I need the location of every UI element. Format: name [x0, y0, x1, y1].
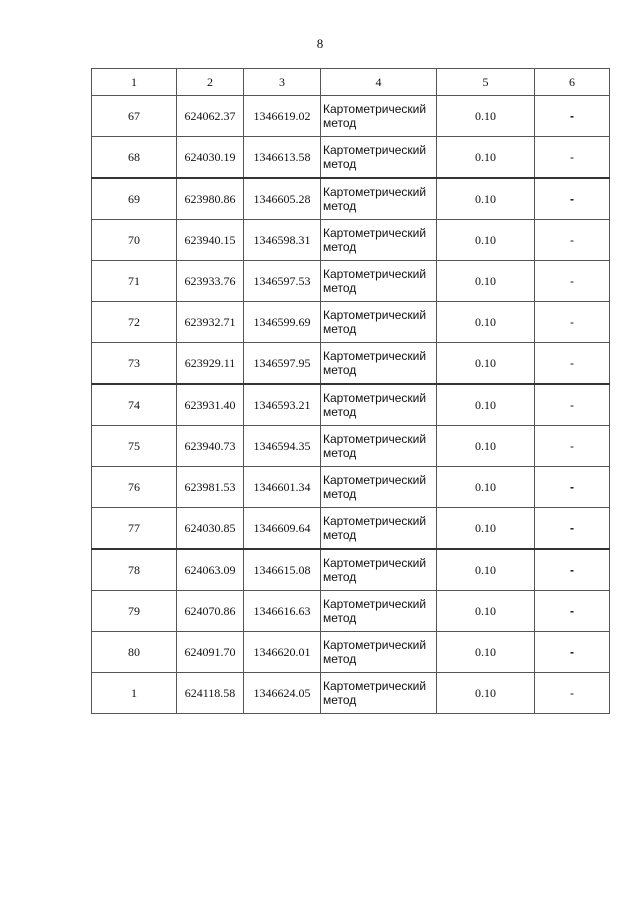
method-cell	[321, 178, 437, 220]
accuracy-cell: 0.10	[437, 426, 535, 467]
table-row	[92, 137, 610, 179]
method-line-1: Картометрический	[323, 267, 427, 281]
method-line-1: Картометрический	[323, 473, 427, 487]
x-coordinate-cell: 624070.86	[177, 591, 244, 632]
table-row	[92, 467, 610, 508]
method-cell	[321, 302, 437, 343]
method-line-2: метод	[323, 487, 357, 501]
accuracy-cell: 0.10	[437, 673, 535, 714]
table-row	[92, 220, 610, 261]
column-6-cell	[535, 261, 610, 302]
point-number-cell: 76	[92, 467, 177, 508]
column-6-cell	[535, 384, 610, 426]
x-coordinate-cell: 624030.19	[177, 137, 244, 179]
point-number-cell: 78	[92, 549, 177, 591]
method-cell	[321, 261, 437, 302]
column-6-cell	[535, 302, 610, 343]
y-coordinate-cell: 1346609.64	[244, 508, 321, 550]
y-coordinate-cell: 1346593.21	[244, 384, 321, 426]
column-6-cell	[535, 673, 610, 714]
x-coordinate-cell: 624030.85	[177, 508, 244, 550]
column-6-cell	[535, 632, 610, 673]
accuracy-cell: 0.10	[437, 508, 535, 550]
x-coordinate-cell: 623980.86	[177, 178, 244, 220]
y-coordinate-cell: 1346620.01	[244, 632, 321, 673]
accuracy-cell: 0.10	[437, 343, 535, 385]
x-coordinate-cell: 624118.58	[177, 673, 244, 714]
method-line-2: метод	[323, 199, 357, 213]
point-number-cell: 68	[92, 137, 177, 179]
y-coordinate-cell: 1346594.35	[244, 426, 321, 467]
column-6-cell	[535, 426, 610, 467]
header-col-2: 2	[177, 69, 244, 96]
dash-value: -	[570, 685, 574, 700]
x-coordinate-cell: 624062.37	[177, 96, 244, 137]
column-6-cell	[535, 467, 610, 508]
method-cell	[321, 549, 437, 591]
method-cell	[321, 632, 437, 673]
point-number-cell: 77	[92, 508, 177, 550]
method-line-1: Картометрический	[323, 143, 427, 157]
method-line-1: Картометрический	[323, 597, 427, 611]
dash-value: -	[570, 108, 574, 123]
point-number-cell: 70	[92, 220, 177, 261]
method-line-2: метод	[323, 570, 357, 584]
table-row	[92, 508, 610, 550]
dash-value: -	[570, 603, 574, 618]
point-number-cell: 79	[92, 591, 177, 632]
header-col-4: 4	[321, 69, 437, 96]
y-coordinate-cell: 1346624.05	[244, 673, 321, 714]
column-6-cell	[535, 96, 610, 137]
method-cell	[321, 384, 437, 426]
table-row	[92, 261, 610, 302]
method-cell	[321, 137, 437, 179]
header-col-5: 5	[437, 69, 535, 96]
table-row	[92, 302, 610, 343]
method-line-1: Картометрический	[323, 514, 427, 528]
dash-value: -	[570, 479, 574, 494]
dash-value: -	[570, 314, 574, 329]
y-coordinate-cell: 1346619.02	[244, 96, 321, 137]
x-coordinate-cell: 623933.76	[177, 261, 244, 302]
y-coordinate-cell: 1346601.34	[244, 467, 321, 508]
method-line-2: метод	[323, 322, 357, 336]
point-number-cell: 73	[92, 343, 177, 385]
x-coordinate-cell: 624091.70	[177, 632, 244, 673]
point-number-cell: 72	[92, 302, 177, 343]
method-line-2: метод	[323, 528, 357, 542]
method-line-1: Картометрический	[323, 432, 427, 446]
point-number-cell: 71	[92, 261, 177, 302]
table-row	[92, 178, 610, 220]
header-row	[92, 69, 610, 96]
dash-value: -	[570, 520, 574, 535]
header-col-6: 6	[535, 69, 610, 96]
method-line-1: Картометрический	[323, 349, 427, 363]
coordinates-table	[91, 68, 610, 714]
y-coordinate-cell: 1346597.95	[244, 343, 321, 385]
dash-value: -	[570, 397, 574, 412]
dash-value: -	[570, 355, 574, 370]
point-number-cell: 69	[92, 178, 177, 220]
method-cell	[321, 591, 437, 632]
y-coordinate-cell: 1346605.28	[244, 178, 321, 220]
table-row	[92, 632, 610, 673]
method-line-2: метод	[323, 116, 357, 130]
x-coordinate-cell: 623932.71	[177, 302, 244, 343]
accuracy-cell: 0.10	[437, 261, 535, 302]
y-coordinate-cell: 1346598.31	[244, 220, 321, 261]
y-coordinate-cell: 1346613.58	[244, 137, 321, 179]
y-coordinate-cell: 1346599.69	[244, 302, 321, 343]
column-6-cell	[535, 549, 610, 591]
header-col-3: 3	[244, 69, 321, 96]
table-row	[92, 343, 610, 385]
method-line-2: метод	[323, 240, 357, 254]
table-body	[92, 96, 610, 714]
table-row	[92, 384, 610, 426]
point-number-cell: 67	[92, 96, 177, 137]
dash-value: -	[570, 644, 574, 659]
header-col-1: 1	[92, 69, 177, 96]
accuracy-cell: 0.10	[437, 384, 535, 426]
table-row	[92, 96, 610, 137]
dash-value: -	[570, 191, 574, 206]
y-coordinate-cell: 1346597.53	[244, 261, 321, 302]
column-6-cell	[535, 343, 610, 385]
accuracy-cell: 0.10	[437, 549, 535, 591]
dash-value: -	[570, 149, 574, 164]
x-coordinate-cell: 623929.11	[177, 343, 244, 385]
table-row	[92, 591, 610, 632]
method-cell	[321, 343, 437, 385]
method-line-2: метод	[323, 693, 357, 707]
dash-value: -	[570, 562, 574, 577]
accuracy-cell: 0.10	[437, 220, 535, 261]
table-header	[92, 69, 610, 96]
method-line-1: Картометрический	[323, 679, 427, 693]
method-line-2: метод	[323, 363, 357, 377]
accuracy-cell: 0.10	[437, 591, 535, 632]
x-coordinate-cell: 623940.15	[177, 220, 244, 261]
dash-value: -	[570, 273, 574, 288]
accuracy-cell: 0.10	[437, 467, 535, 508]
point-number-cell: 75	[92, 426, 177, 467]
method-cell	[321, 508, 437, 550]
table-row	[92, 426, 610, 467]
point-number-cell: 80	[92, 632, 177, 673]
point-number-cell: 1	[92, 673, 177, 714]
method-line-1: Картометрический	[323, 308, 427, 322]
accuracy-cell: 0.10	[437, 137, 535, 179]
x-coordinate-cell: 624063.09	[177, 549, 244, 591]
y-coordinate-cell: 1346615.08	[244, 549, 321, 591]
method-cell	[321, 467, 437, 508]
accuracy-cell: 0.10	[437, 178, 535, 220]
method-line-1: Картометрический	[323, 638, 427, 652]
method-line-2: метод	[323, 157, 357, 171]
column-6-cell	[535, 508, 610, 550]
x-coordinate-cell: 623940.73	[177, 426, 244, 467]
method-cell	[321, 220, 437, 261]
method-line-1: Картометрический	[323, 226, 427, 240]
method-line-1: Картометрический	[323, 185, 427, 199]
column-6-cell	[535, 178, 610, 220]
accuracy-cell: 0.10	[437, 632, 535, 673]
dash-value: -	[570, 438, 574, 453]
page-number: 8	[316, 36, 324, 51]
method-line-1: Картометрический	[323, 102, 427, 116]
method-line-1: Картометрический	[323, 391, 427, 405]
method-cell	[321, 426, 437, 467]
dash-value: -	[570, 232, 574, 247]
accuracy-cell: 0.10	[437, 302, 535, 343]
point-number-cell: 74	[92, 384, 177, 426]
method-line-2: метод	[323, 652, 357, 666]
method-line-2: метод	[323, 281, 357, 295]
x-coordinate-cell: 623931.40	[177, 384, 244, 426]
column-6-cell	[535, 137, 610, 179]
method-line-2: метод	[323, 405, 357, 419]
x-coordinate-cell: 623981.53	[177, 467, 244, 508]
column-6-cell	[535, 591, 610, 632]
method-line-2: метод	[323, 446, 357, 460]
y-coordinate-cell: 1346616.63	[244, 591, 321, 632]
method-line-2: метод	[323, 611, 357, 625]
accuracy-cell: 0.10	[437, 96, 535, 137]
method-cell	[321, 673, 437, 714]
table-row	[92, 673, 610, 714]
method-line-1: Картометрический	[323, 556, 427, 570]
column-6-cell	[535, 220, 610, 261]
method-cell	[321, 96, 437, 137]
table-row	[92, 549, 610, 591]
